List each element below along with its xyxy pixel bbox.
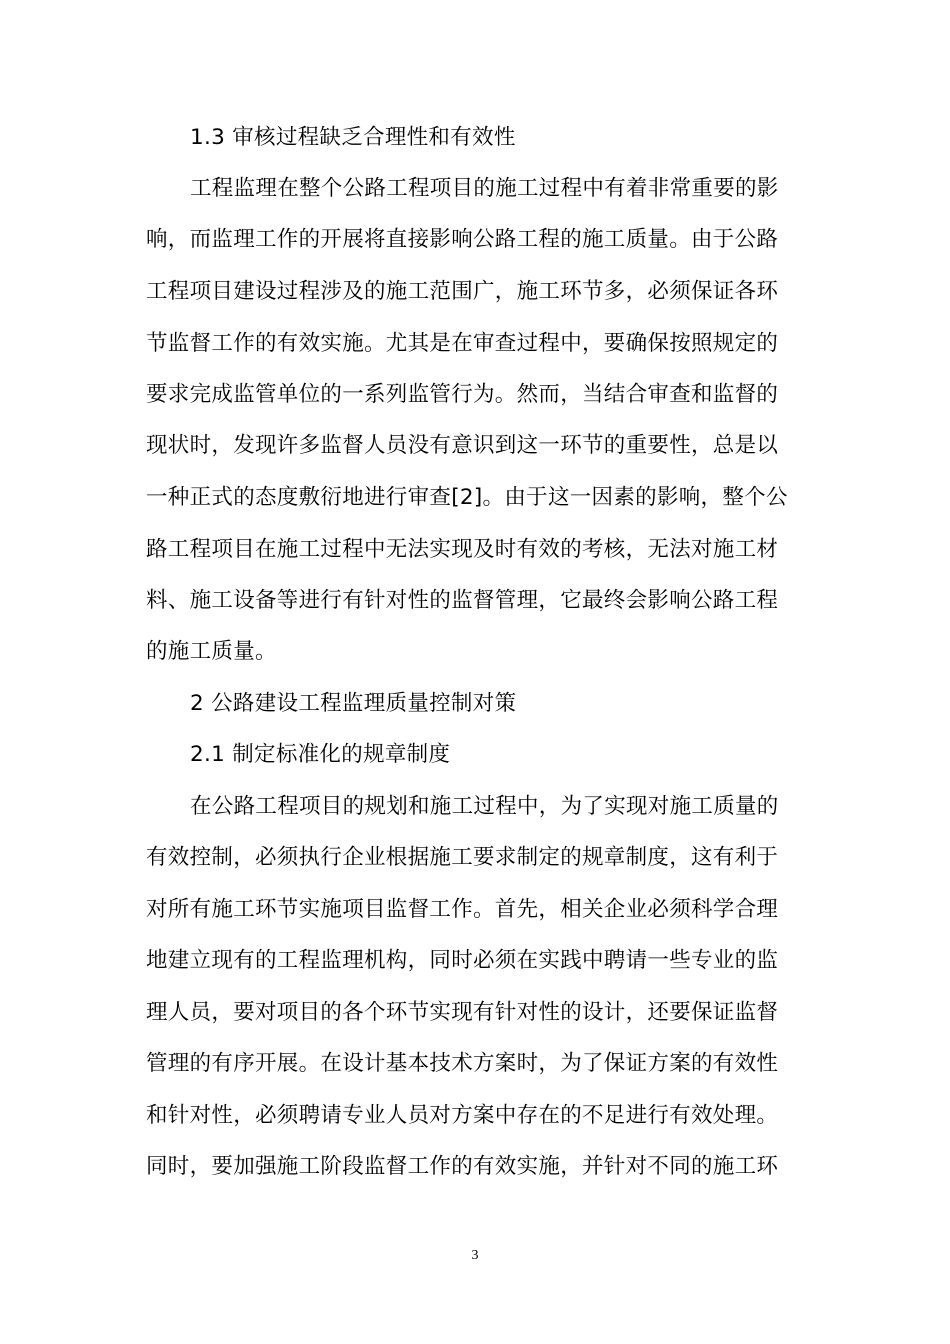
paragraph-line: 一种正式的态度敷衍地进行审查[2]。由于这一因素的影响，整个公	[146, 485, 788, 510]
section-heading-1-3: 1.3 审核过程缺乏合理性和有效性	[190, 125, 516, 150]
paragraph-line: 地建立现有的工程监理机构，同时必须在实践中聘请一些专业的监	[146, 948, 779, 973]
paragraph-line: 同时，要加强施工阶段监督工作的有效实施，并针对不同的施工环	[146, 1154, 779, 1179]
paragraph-line: 现状时，发现许多监督人员没有意识到这一环节的重要性，总是以	[146, 433, 779, 458]
paragraph-line: 工程项目建设过程涉及的施工范围广，施工环节多，必须保证各环	[146, 279, 779, 304]
paragraph-line: 响，而监理工作的开展将直接影响公路工程的施工质量。由于公路	[146, 227, 779, 252]
paragraph-line: 要求完成监管单位的一系列监管行为。然而，当结合审查和监督的	[146, 382, 779, 407]
section-heading-2: 2 公路建设工程监理质量控制对策	[190, 691, 517, 716]
paragraph-line: 料、施工设备等进行有针对性的监督管理，它最终会影响公路工程	[146, 588, 779, 613]
paragraph-line: 在公路工程项目的规划和施工过程中，为了实现对施工质量的	[190, 794, 779, 819]
paragraph-line: 对所有施工环节实施项目监督工作。首先，相关企业必须科学合理	[146, 897, 779, 922]
paragraph-line: 和针对性，必须聘请专业人员对方案中存在的不足进行有效处理。	[146, 1103, 779, 1128]
paragraph-line: 的施工质量。	[146, 639, 277, 664]
paragraph-line: 工程监理在整个公路工程项目的施工过程中有着非常重要的影	[190, 176, 779, 201]
paragraph-line: 管理的有序开展。在设计基本技术方案时，为了保证方案的有效性	[146, 1051, 779, 1076]
paragraph-line: 路工程项目在施工过程中无法实现及时有效的考核，无法对施工材	[146, 537, 779, 562]
paragraph-line: 节监督工作的有效实施。尤其是在审查过程中，要确保按照规定的	[146, 331, 779, 356]
paragraph-line: 理人员，要对项目的各个环节实现有针对性的设计，还要保证监督	[146, 1000, 779, 1025]
section-heading-2-1: 2.1 制定标准化的规章制度	[190, 742, 451, 767]
page-number: 3	[471, 1248, 479, 1263]
paragraph-line: 有效控制，必须执行企业根据施工要求制定的规章制度，这有利于	[146, 845, 779, 870]
